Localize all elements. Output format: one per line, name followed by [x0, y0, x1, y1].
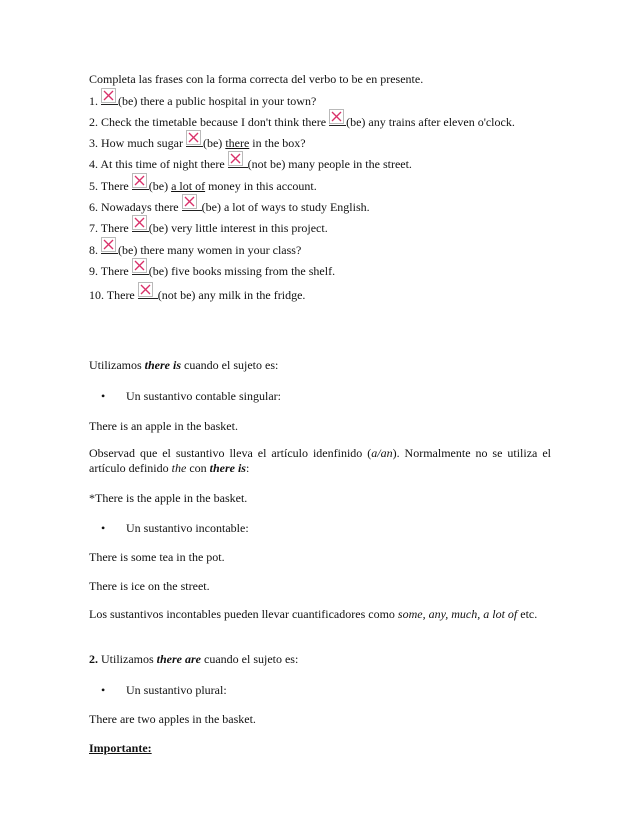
exercise-item-1: 1. (be) there a public hospital in your town?	[89, 93, 316, 108]
answer-blank[interactable]	[101, 93, 118, 105]
example-sentence: There is ice on the street.	[89, 579, 210, 593]
broken-image-icon	[132, 173, 147, 188]
answer-blank[interactable]	[182, 199, 202, 211]
broken-image-icon	[101, 237, 116, 252]
answer-blank[interactable]	[329, 114, 346, 126]
exercise-item-4: 4. At this time of night there (not be) many people in the street.	[89, 156, 412, 171]
answer-blank[interactable]	[132, 178, 149, 190]
exercise-item-6: 6. Nowadays there (be) a lot of ways to study English.	[89, 199, 370, 214]
bullet-icon: •	[101, 389, 106, 403]
bullet-icon: •	[101, 521, 106, 535]
broken-image-icon	[182, 194, 197, 209]
exercise-item-5: 5. There (be) a lot of money in this account.	[89, 178, 317, 193]
important-heading: Importante:	[89, 741, 152, 755]
exercise-item-7: 7. There (be) very little interest in this project.	[89, 220, 328, 235]
exercise-item-9: 9. There (be) five books missing from the shelf.	[89, 263, 335, 278]
example-sentence: There is an apple in the basket.	[89, 419, 238, 433]
exercise-instruction: Completa las frases con la forma correcta del verbo to be en presente.	[89, 72, 424, 86]
exercise-item-8: 8. (be) there many women in your class?	[89, 242, 301, 257]
answer-blank[interactable]	[101, 242, 118, 254]
broken-image-icon	[228, 151, 243, 166]
example-sentence: There is some tea in the pot.	[89, 550, 225, 564]
answer-blank[interactable]	[132, 263, 149, 275]
example-sentence: There are two apples in the basket.	[89, 712, 256, 726]
paragraph-there-are: 2. Utilizamos there are cuando el sujeto es:	[89, 652, 299, 666]
bullet-icon: •	[101, 683, 106, 697]
paragraph-there-is: Utilizamos there is cuando el sujeto es:	[89, 358, 279, 372]
answer-blank[interactable]	[138, 287, 158, 299]
incorrect-example: *There is the apple in the basket.	[89, 491, 248, 505]
broken-image-icon	[329, 109, 344, 124]
answer-blank[interactable]	[186, 135, 203, 147]
broken-image-icon	[132, 258, 147, 273]
broken-image-icon	[132, 215, 147, 230]
exercise-item-2: 2. Check the timetable because I don't think there (be) any trains after eleven o'clock.	[89, 114, 515, 129]
answer-blank[interactable]	[228, 156, 248, 168]
exercise-item-10: 10. There (not be) any milk in the fridge.	[89, 287, 305, 302]
paragraph-article-note: Observad que el sustantivo lleva el artículo idenfinido (a/an). Normalmente no se utiliza el artículo definido the con there is:	[89, 446, 551, 475]
broken-image-icon	[138, 282, 153, 297]
broken-image-icon	[101, 88, 116, 103]
broken-image-icon	[186, 130, 201, 145]
paragraph-quantifiers: Los sustantivos incontables pueden llevar cuantificadores como some, any, much, a lot of etc.	[89, 607, 538, 621]
exercise-item-3: 3. How much sugar (be) there in the box?	[89, 135, 306, 150]
answer-blank[interactable]	[132, 220, 149, 232]
